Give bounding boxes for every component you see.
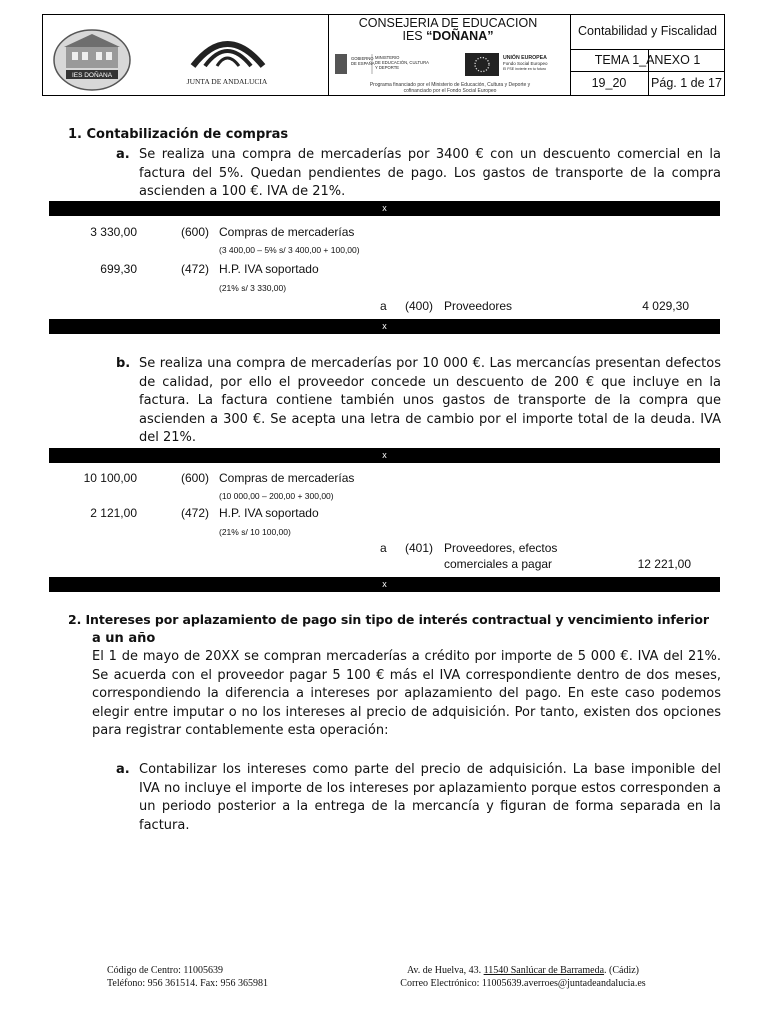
subject-cell: Contabilidad y Fiscalidad xyxy=(578,24,717,38)
entry-calculation: (10 000,00 – 200,00 + 300,00) xyxy=(219,491,334,501)
ies-name: IES “DOÑANA” xyxy=(402,29,494,43)
credit-marker: a xyxy=(380,541,387,555)
account-name: Proveedores xyxy=(444,299,513,313)
journal-separator-bar: x xyxy=(49,577,720,592)
consejeria-text: CONSEJERIA DE EDUCACION xyxy=(358,16,538,30)
school-logo xyxy=(52,24,172,92)
header-title xyxy=(327,17,569,43)
entry-amount: 10 100,00 xyxy=(83,471,137,485)
entry-amount: 12 221,00 xyxy=(637,557,691,571)
entry-amount: 3 330,00 xyxy=(90,225,137,239)
junta-logo xyxy=(185,22,270,92)
year-cell: 19_20 xyxy=(591,76,627,90)
address: Av. de Huelva, 43. 11540 Sanlúcar de Barrameda. (Cádiz) xyxy=(406,965,640,976)
account-name: H.P. IVA soportado xyxy=(219,262,319,276)
centre-code: Código de Centro: 11005639 xyxy=(107,965,224,976)
account-name: comerciales a pagar xyxy=(444,557,553,571)
option-a-text: Contabilizar los intereses como parte del precio de adquisición. La base imponible del IVA no incluye el importe de los intereses por aplazamiento porque estos corresponden a un periodo posterior a la entrega de la mercancía y figuran de forma separada en la factura. xyxy=(139,762,721,833)
account-code: (400) xyxy=(405,299,434,313)
funding-caption: Programa financiado por el Ministerio de Educación, Cultura y Deporte y cofinanciado por el Fondo Social Europeo xyxy=(369,82,531,94)
svg-text:Fondo Social Europeo: Fondo Social Europeo xyxy=(503,61,548,66)
entry-amount: 4 029,30 xyxy=(642,299,689,313)
option-a-label: a. xyxy=(116,762,130,777)
svg-text:Y DEPORTE: Y DEPORTE xyxy=(375,65,400,70)
account-name: Compras de mercaderías xyxy=(219,225,355,239)
svg-text:GOBIERNO: GOBIERNO xyxy=(351,56,374,61)
funding-logos xyxy=(335,52,560,78)
account-name: Proveedores, efectos xyxy=(444,541,558,555)
section-1-title: 1. Contabilización de compras xyxy=(68,127,289,142)
svg-text:UNIÓN EUROPEA: UNIÓN EUROPEA xyxy=(503,55,547,61)
journal-separator-bar: x xyxy=(49,448,720,463)
entry-calculation: (21% s/ 10 100,00) xyxy=(219,527,291,537)
section-2-text: El 1 de mayo de 20XX se compran mercaderías a crédito por importe de 5 000 €. IVA del 21%. Se acuerda con el proveedor pagar 5 100 € más el IVA correspondiente dentro de dos meses, correspondiendo la diferencia a intereses por aplazamiento del pago. En este caso podemos elegir entre imputar o no los intereses al precio de adquisición. Por tanto, existen dos opciones para registrar contablemente esta operación: xyxy=(92,649,721,738)
svg-text:MINISTERIO: MINISTERIO xyxy=(375,55,400,60)
item-b-label: b. xyxy=(116,356,131,371)
entry-calculation: (3 400,00 – 5% s/ 3 400,00 + 100,00) xyxy=(219,245,360,255)
account-code: (401) xyxy=(405,541,434,555)
address-link[interactable]: 11540 Sanlúcar de Barrameda xyxy=(483,965,605,976)
footer-right xyxy=(378,965,668,990)
item-a-label: a. xyxy=(116,147,130,162)
account-code: (600) xyxy=(181,225,210,239)
account-code: (600) xyxy=(181,471,210,485)
svg-text:El FSE invierte en tu futuro: El FSE invierte en tu futuro xyxy=(503,67,546,71)
phone-fax: Teléfono: 956 361514. Fax: 956 365981 xyxy=(107,977,268,989)
footer-left xyxy=(107,965,268,990)
entry-amount: 2 121,00 xyxy=(90,506,137,520)
entry-amount: 699,30 xyxy=(100,262,137,276)
svg-text:DE ESPAÑA: DE ESPAÑA xyxy=(351,61,375,66)
journal-separator-bar: x xyxy=(49,201,720,216)
section-2-title: 2. Intereses por aplazamiento de pago sin tipo de interés contractual y vencimiento inferior xyxy=(68,612,709,627)
svg-text:DE EDUCACIÓN, CULTURA: DE EDUCACIÓN, CULTURA xyxy=(375,60,429,65)
item-b-text: Se realiza una compra de mercaderías por 10 000 €. Las mercancías presentan defectos de calidad, por ello el proveedor concede un descuento de 200 € que incluye en la factura. La factura contiene también unos gastos de transporte de la compra que ascienden a 300 €. Se acepta una letra de cambio por el importe total de la deuda. IVA del 21%. xyxy=(139,356,721,445)
credit-marker: a xyxy=(380,299,387,313)
account-code: (472) xyxy=(181,262,210,276)
entry-calculation: (21% s/ 3 330,00) xyxy=(219,283,287,293)
account-name: Compras de mercaderías xyxy=(219,471,355,485)
account-name: H.P. IVA soportado xyxy=(219,506,319,520)
page-number: Pág. 1 de 17 xyxy=(651,76,722,90)
email: Correo Electrónico: 11005639.averroes@juntadeandalucia.es xyxy=(400,977,646,989)
journal-separator-bar: x xyxy=(49,319,720,334)
account-code: (472) xyxy=(181,506,210,520)
topic-cell: TEMA 1_ANEXO 1 xyxy=(594,53,701,67)
section-2-title-cont: a un año xyxy=(92,631,156,646)
item-a-text: Se realiza una compra de mercaderías por 3400 € con un descuento comercial en la factura del 5%. Quedan pendientes de pago. Los gastos de transporte de la compra ascienden a 100 €. IVA de 21%. xyxy=(139,147,721,199)
junta-logo-text: JUNTA DE ANDALUCIA xyxy=(186,77,268,86)
school-logo-text: IES DOÑANA xyxy=(71,72,113,79)
